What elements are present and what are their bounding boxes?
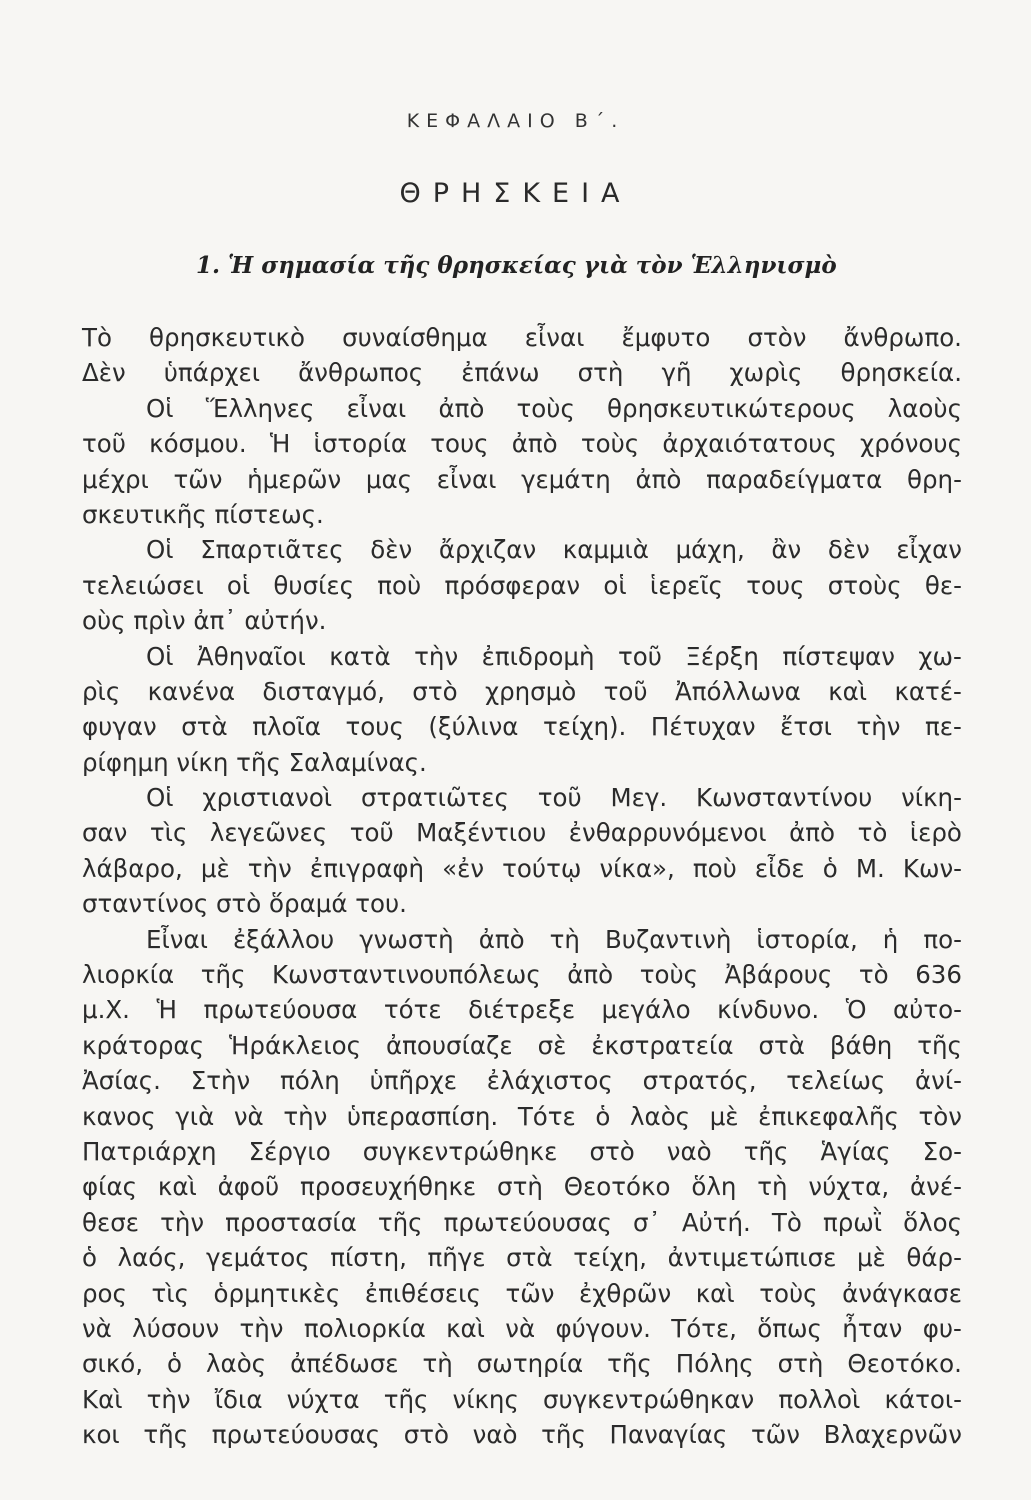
text-line: Οἱ χριστιανοὶ στρατιῶτες τοῦ Μεγ. Κωνσταντίνου νίκη-: [146, 783, 962, 813]
text-line: κράτορας Ἡράκλειος ἀπουσίαζε σὲ ἐκστρατεία στὰ βάθη τῆς: [82, 1030, 962, 1060]
text-line: σαν τὶς λεγεῶνες τοῦ Μαξέντιου ἐνθαρρυνόμενοι ἀπὸ τὸ ἱερὸ: [82, 818, 962, 848]
text-line: Πατριάρχη Σέργιο συγκεντρώθηκε στὸ ναὸ τῆς Ἁγίας Σο-: [82, 1136, 962, 1166]
text-line: Οἱ Ἕλληνες εἶναι ἀπὸ τοὺς θρησκευτικώτερους λαοὺς: [146, 393, 962, 423]
text-line: μέχρι τῶν ἡμερῶν μας εἶναι γεμάτη ἀπὸ παραδείγματα θρη-: [82, 464, 962, 494]
text-line: Οἱ Σπαρτιᾶτες δὲν ἄρχιζαν καμμιὰ μάχη, ἂν δὲν εἶχαν: [146, 535, 962, 565]
text-line: τελειώσει οἱ θυσίες ποὺ πρόσφεραν οἱ ἱερεῖς τους στοὺς θε-: [82, 570, 962, 600]
text-line: λιορκία τῆς Κωνσταντινουπόλεως ἀπὸ τοὺς Ἀβάρους τὸ 636: [82, 960, 962, 990]
text-line: Καὶ τὴν ἴδια νύχτα τῆς νίκης συγκεντρώθηκαν πολλοὶ κάτοι-: [82, 1384, 962, 1414]
chapter-title: ΘΡΗΣΚΕΙΑ: [399, 178, 632, 209]
section-heading: 1. Ἡ σημασία τῆς θρησκείας γιὰ τὸν Ἑλληνισμὸ: [196, 252, 837, 279]
text-line: σικό, ὁ λαὸς ἀπέδωσε τὴ σωτηρία τῆς Πόλης στὴ Θεοτόκο.: [82, 1349, 962, 1379]
body-text: [82, 320, 962, 1453]
text-line: νὰ λύσουν τὴν πολιορκία καὶ νὰ φύγουν. Τότε, ὅπως ἦταν φυ-: [82, 1313, 962, 1343]
text-line: σκευτικῆς πίστεως.: [82, 499, 324, 529]
text-line: Ἀσίας. Στὴν πόλη ὑπῆρχε ἐλάχιστος στρατός, τελείως ἀνί-: [82, 1066, 962, 1096]
text-line: ρὶς κανένα δισταγμό, στὸ χρησμὸ τοῦ Ἀπόλλωνα καὶ κατέ-: [82, 676, 962, 706]
text-line: Δὲν ὑπάρχει ἄνθρωπος ἐπάνω στὴ γῆ χωρὶς θρησκεία.: [82, 358, 962, 388]
chapter-label: ΚΕΦΑΛΑΙΟ Β΄.: [406, 110, 625, 132]
text-line: θεσε τὴν προστασία τῆς πρωτεύουσας σ᾽ Αὐτή. Τὸ πρωῒ ὅλος: [82, 1207, 962, 1237]
text-line: φίας καὶ ἀφοῦ προσευχήθηκε στὴ Θεοτόκο ὅλη τὴ νύχτα, ἀνέ-: [82, 1172, 962, 1202]
text-line: φυγαν στὰ πλοῖα τους (ξύλινα τείχη). Πέτυχαν ἔτσι τὴν πε-: [82, 712, 962, 742]
text-line: ρος τὶς ὁρμητικὲς ἐπιθέσεις τῶν ἐχθρῶν καὶ τοὺς ἀνάγκασε: [82, 1278, 962, 1308]
text-line: κανος γιὰ νὰ τὴν ὑπερασπίση. Τότε ὁ λαὸς μὲ ἐπικεφαλῆς τὸν: [82, 1101, 962, 1131]
text-line: Οἱ Ἀθηναῖοι κατὰ τὴν ἐπιδρομὴ τοῦ Ξέρξη πίστεψαν χω-: [146, 641, 962, 671]
text-line: σταντίνος στὸ ὅραμά του.: [82, 889, 407, 919]
text-line: κοι τῆς πρωτεύουσας στὸ ναὸ τῆς Παναγίας τῶν Βλαχερνῶν: [82, 1420, 962, 1450]
text-line: ὁ λαός, γεμάτος πίστη, πῆγε στὰ τείχη, ἀντιμετώπισε μὲ θάρ-: [82, 1243, 962, 1273]
text-line: Εἶναι ἐξάλλου γνωστὴ ἀπὸ τὴ Βυζαντινὴ ἱστορία, ἡ πο-: [146, 924, 962, 954]
text-line: οὺς πρὶν ἀπ᾽ αὐτήν.: [82, 606, 327, 636]
text-line: ρίφημη νίκη τῆς Σαλαμίνας.: [82, 747, 427, 777]
text-line: τοῦ κόσμου. Ἡ ἱστορία τους ἀπὸ τοὺς ἀρχαιότατους χρόνους: [82, 429, 962, 459]
text-line: Τὸ θρησκευτικὸ συναίσθημα εἶναι ἔμφυτο στὸν ἄνθρωπο.: [82, 323, 962, 352]
text-line: λάβαρο, μὲ τὴν ἐπιγραφὴ «ἐν τούτῳ νίκα», ποὺ εἶδε ὁ Μ. Κων-: [82, 853, 962, 883]
text-line: μ.Χ. Ἡ πρωτεύουσα τότε διέτρεξε μεγάλο κίνδυνο. Ὁ αὐτο-: [82, 995, 962, 1025]
